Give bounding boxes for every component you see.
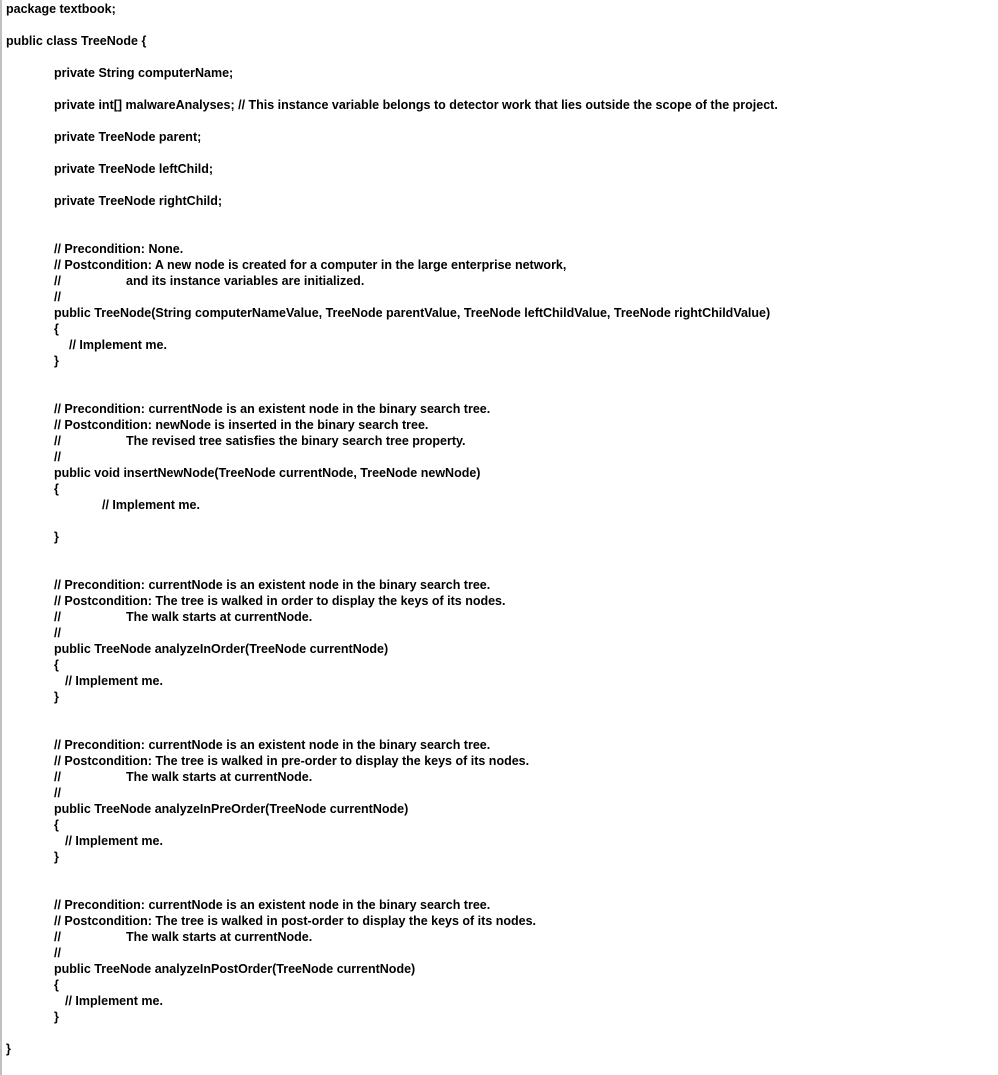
comment-marker: // [54,626,61,640]
close-brace: } [54,354,59,368]
constructor-postcondition-cont: and its instance variables are initialized. [126,274,365,288]
class-declaration: public class TreeNode { [6,34,147,48]
comment-marker: // [54,610,61,624]
field-left-child: private TreeNode leftChild; [54,162,214,176]
field-parent: private TreeNode parent; [54,130,202,144]
implement-me-comment: // Implement me. [102,498,200,512]
implement-me-comment: // Implement me. [65,834,163,848]
in-order-precondition: // Precondition: currentNode is an existent node in the binary search tree. [54,578,491,592]
in-order-postcondition: // Postcondition: The tree is walked in order to display the keys of its nodes. [54,594,506,608]
class-close-brace: } [6,1042,11,1056]
pre-order-precondition: // Precondition: currentNode is an existent node in the binary search tree. [54,738,491,752]
constructor-precondition: // Precondition: None. [54,242,184,256]
field-computer-name: private String computerName; [54,66,234,80]
comment-marker: // [54,290,61,304]
open-brace: { [54,978,59,992]
insert-postcondition: // Postcondition: newNode is inserted in the binary search tree. [54,418,429,432]
pre-order-postcondition: // Postcondition: The tree is walked in pre-order to display the keys of its nodes. [54,754,530,768]
implement-me-comment: // Implement me. [69,338,167,352]
open-brace: { [54,322,59,336]
field-malware-analyses: private int[] malwareAnalyses; // This instance variable belongs to detector work that lies outside the scope of the project. [54,98,778,112]
pre-order-postcondition-cont: The walk starts at currentNode. [126,770,313,784]
comment-marker: // [54,770,61,784]
constructor-postcondition: // Postcondition: A new node is created for a computer in the large enterprise network, [54,258,567,272]
comment-marker: // [54,946,61,960]
in-order-postcondition-cont: The walk starts at currentNode. [126,610,313,624]
post-order-postcondition-cont: The walk starts at currentNode. [126,930,313,944]
comment-marker: // [54,274,61,288]
field-right-child: private TreeNode rightChild; [54,194,223,208]
in-order-signature: public TreeNode analyzeInOrder(TreeNode currentNode) [54,642,389,656]
comment-marker: // [54,930,61,944]
implement-me-comment: // Implement me. [65,674,163,688]
comment-marker: // [54,786,61,800]
comment-marker: // [54,434,61,448]
constructor-signature: public TreeNode(String computerNameValue, TreeNode parentValue, TreeNode leftChildValue, TreeNode rightChildValue) [54,306,771,320]
post-order-precondition: // Precondition: currentNode is an existent node in the binary search tree. [54,898,491,912]
insert-signature: public void insertNewNode(TreeNode currentNode, TreeNode newNode) [54,466,481,480]
insert-postcondition-cont: The revised tree satisfies the binary search tree property. [126,434,466,448]
implement-me-comment: // Implement me. [65,994,163,1008]
open-brace: { [54,658,59,672]
close-brace: } [54,1010,59,1024]
post-order-signature: public TreeNode analyzeInPostOrder(TreeNode currentNode) [54,962,416,976]
comment-marker: // [54,450,61,464]
close-brace: } [54,690,59,704]
pre-order-signature: public TreeNode analyzeInPreOrder(TreeNode currentNode) [54,802,409,816]
close-brace: } [54,850,59,864]
open-brace: { [54,482,59,496]
package-declaration: package textbook; [6,2,116,16]
open-brace: { [54,818,59,832]
post-order-postcondition: // Postcondition: The tree is walked in post-order to display the keys of its nodes. [54,914,537,928]
close-brace: } [54,530,59,544]
insert-precondition: // Precondition: currentNode is an existent node in the binary search tree. [54,402,491,416]
